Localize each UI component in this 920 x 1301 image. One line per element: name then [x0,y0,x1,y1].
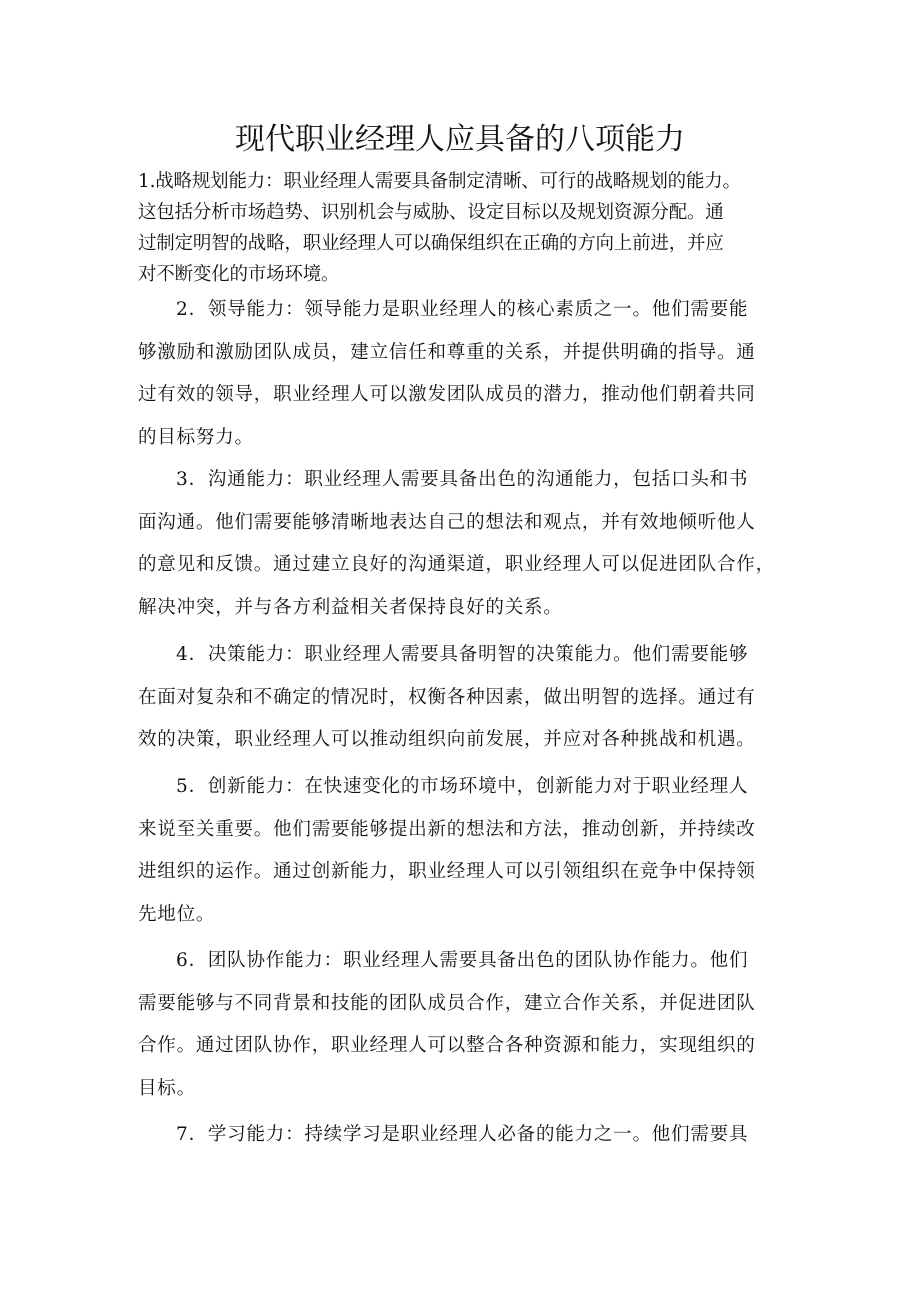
paragraph-line: 进组织的运作。通过创新能力，职业经理人可以引领组织在竞争中保持领 [138,861,756,883]
paragraph-line: 够激励和激励团队成员，建立信任和尊重的关系，并提供明确的指导。通 [138,341,756,363]
paragraph-line: 7．学习能力：持续学习是职业经理人必备的能力之一。他们需要具 [176,1124,749,1145]
paragraph-line: 这包括分析市场趋势、识别机会与威胁、设定目标以及规划资源分配。通 [138,202,724,223]
paragraph-teamwork [138,940,788,1111]
paragraph-line: 需要能够与不同背景和技能的团队成员合作，建立合作关系，并促进团队 [138,992,756,1014]
paragraph-line: 目标。 [138,1078,196,1100]
document-title: 现代职业经理人应具备的八项能力 [235,122,685,157]
paragraph-learning [138,1114,788,1157]
paragraph-line: 过有效的领导，职业经理人可以激发团队成员的潜力，推动他们朝着共同 [138,384,756,406]
paragraph-line: 对不断变化的市场环境。 [138,264,340,285]
paragraph-line: 面沟通。他们需要能够清晰地表达自己的想法和观点，并有效地倾听他人 [138,511,756,533]
paragraph-line: 效的决策，职业经理人可以推动组织向前发展，并应对各种挑战和机遇。 [138,729,756,751]
paragraph-line: 合作。通过团队协作，职业经理人可以整合各种资源和能力，实现组织的 [138,1035,756,1057]
paragraph-line: 3．沟通能力：职业经理人需要具备出色的沟通能力，包括口头和书 [176,469,749,490]
paragraph-line: 解决冲突，并与各方利益相关者保持良好的关系。 [138,597,563,619]
paragraph-line: 5．创新能力：在快速变化的市场环境中，创新能力对于职业经理人 [176,776,749,797]
paragraph-innovation [138,766,788,937]
paragraph-line: 6．团队协作能力：职业经理人需要具备出色的团队协作能力。他们 [176,950,749,971]
paragraph-line: 2．领导能力：领导能力是职业经理人的核心素质之一。他们需要能 [176,299,749,320]
paragraph-communication [138,459,788,630]
paragraph-leadership [138,289,788,460]
paragraph-line: 的意见和反馈。通过建立良好的沟通渠道，职业经理人可以促进团队合作， [138,554,775,576]
paragraph-line: 1.战略规划能力：职业经理人需要具备制定清晰、可行的战略规划的能力。 [138,171,741,192]
paragraph-line: 过制定明智的战略，职业经理人可以确保组织在正确的方向上前进，并应 [138,233,724,254]
paragraph-line: 先地位。 [138,904,216,926]
paragraph-line: 来说至关重要。他们需要能够提出新的想法和方法，推动创新，并持续改 [138,818,756,840]
paragraph-strategic-planning [138,166,788,290]
paragraph-line: 在面对复杂和不确定的情况时，权衡各种因素，做出明智的选择。通过有 [138,686,756,708]
paragraph-line: 的目标努力。 [138,427,254,449]
paragraph-line: 4．决策能力：职业经理人需要具备明智的决策能力。他们需要能够 [176,644,749,665]
paragraph-decision-making [138,634,788,762]
